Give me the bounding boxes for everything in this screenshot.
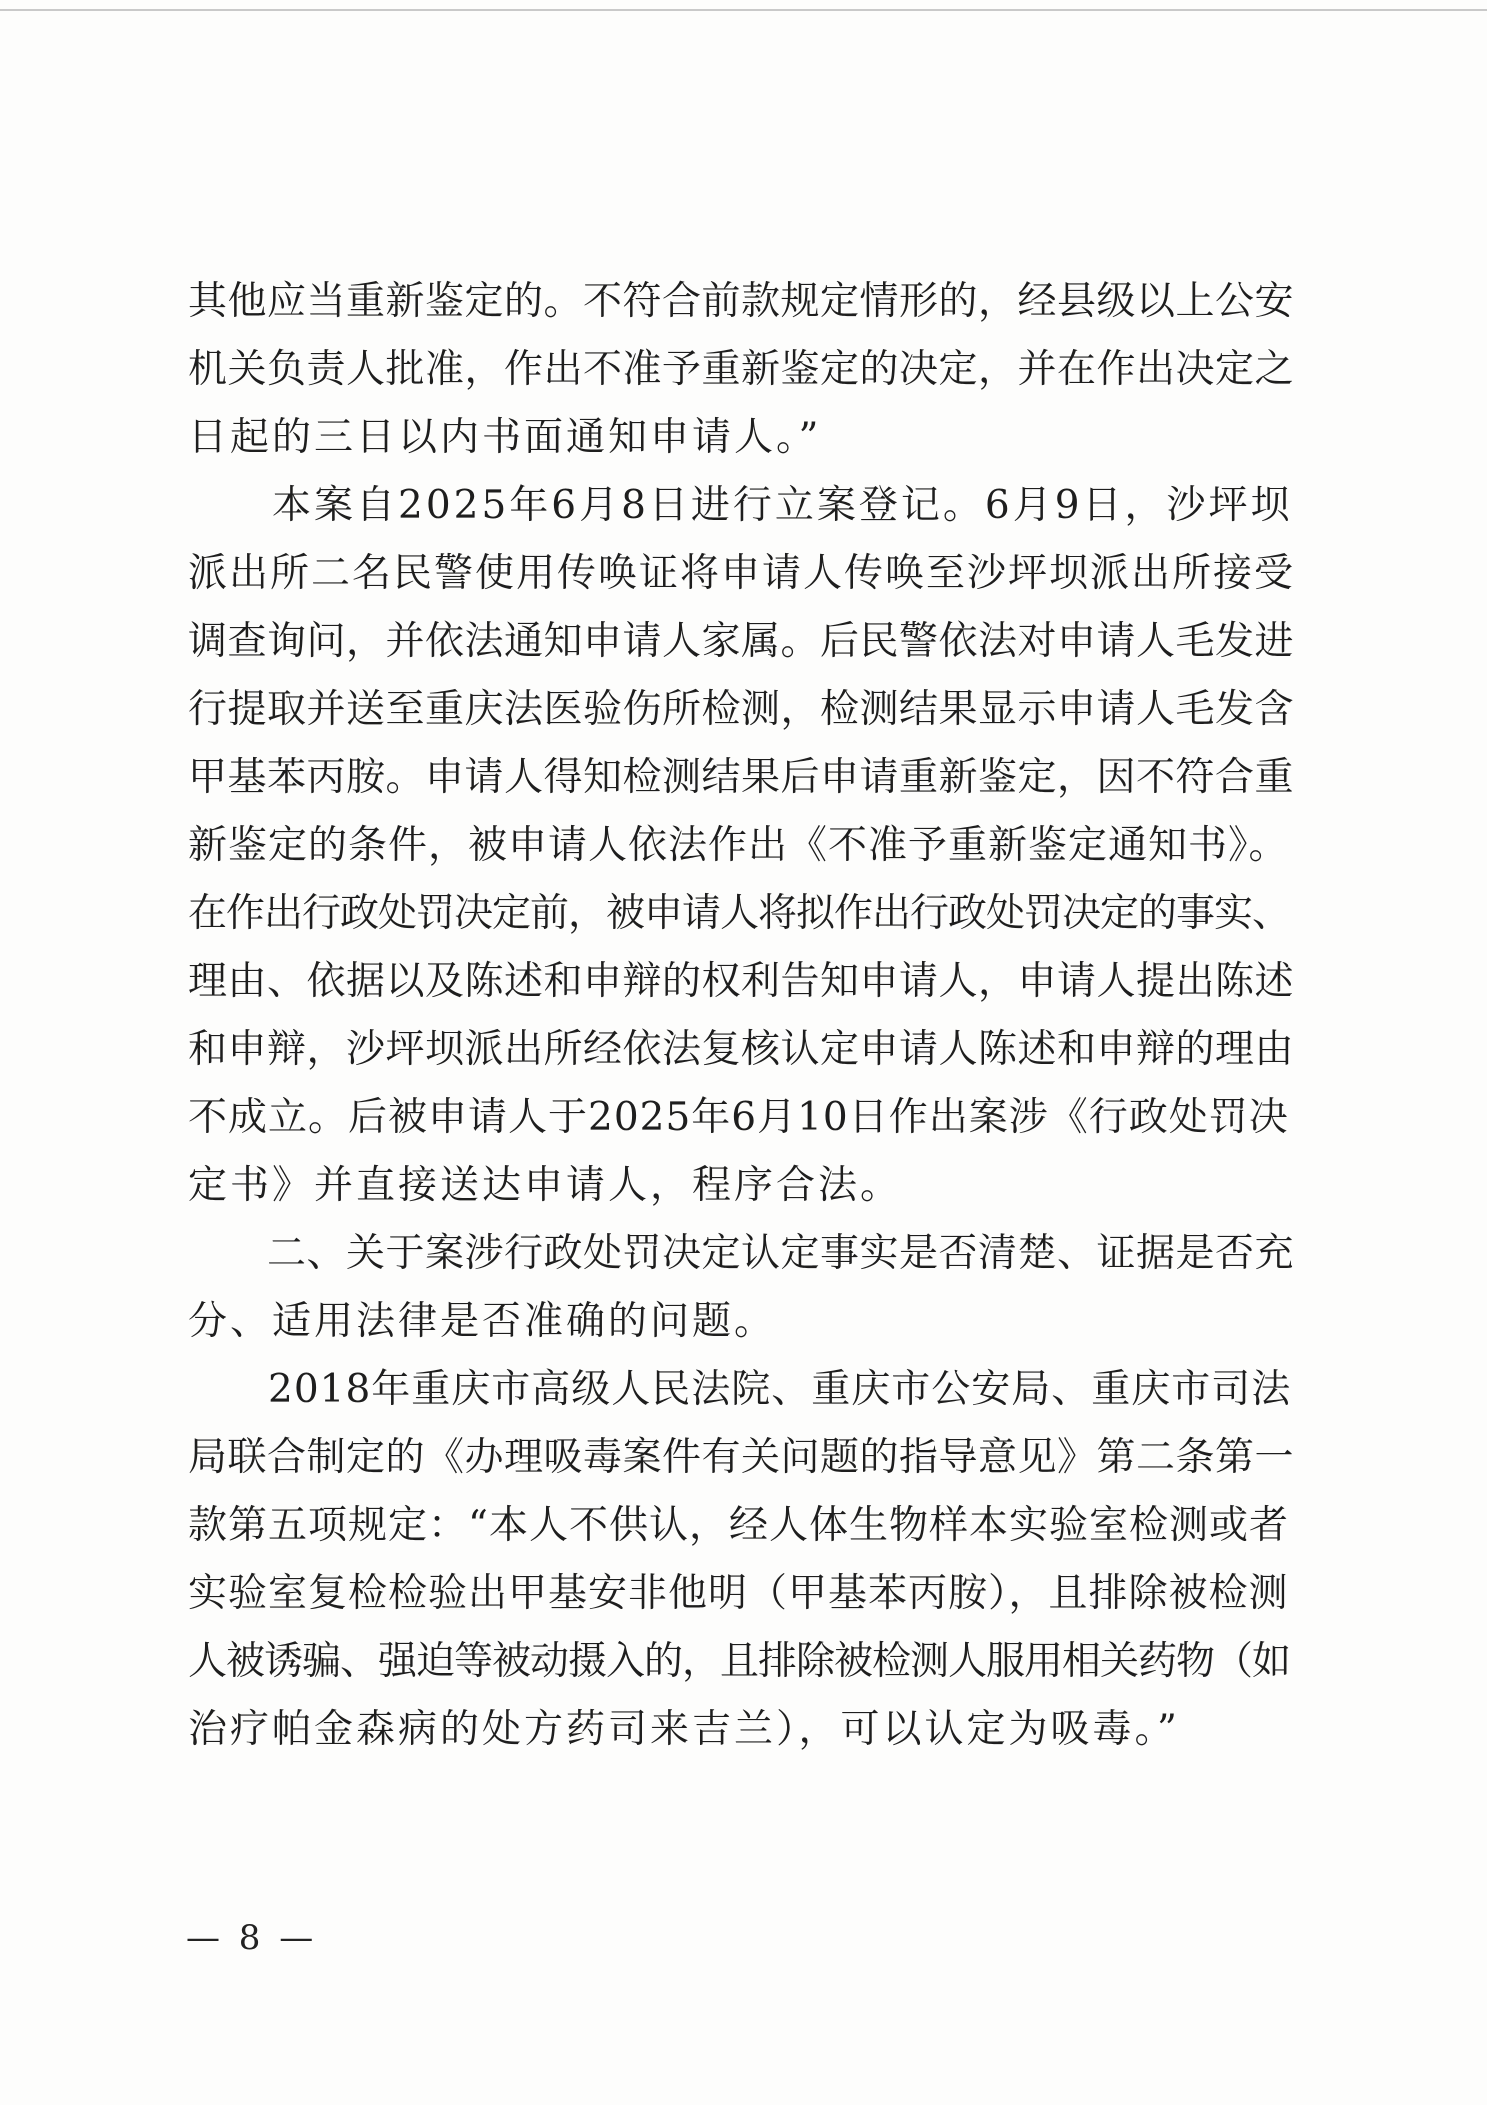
text-line: 甲基苯丙胺。申请人得知检测结果后申请重新鉴定，因不符合重	[188, 755, 1295, 800]
text-line: 二、关于案涉行政处罚决定认定事实是否清楚、证据是否充	[188, 1231, 1295, 1276]
text-line: 局联合制定的《办理吸毒案件有关问题的指导意见》第二条第一	[188, 1435, 1295, 1480]
text-line: 款第五项规定：“本人不供认，经人体生物样本实验室检测或者	[188, 1503, 1289, 1548]
text-line: 2018年重庆市高级人民法院、重庆市公安局、重庆市司法	[188, 1367, 1292, 1412]
text-line: 调查询问，并依法通知申请人家属。后民警依法对申请人毛发进	[188, 619, 1295, 664]
scan-edge-line	[0, 9, 1487, 11]
text-line: 日起的三日以内书面通知申请人。”	[188, 415, 822, 460]
text-line: 本案自2025年6月8日进行立案登记。6月9日，沙坪坝	[188, 483, 1293, 528]
text-line: 治疗帕金森病的处方药司来吉兰），可以认定为吸毒。”	[188, 1707, 1180, 1752]
text-line: 和申辩，沙坪坝派出所经依法复核认定申请人陈述和申辩的理由	[188, 1027, 1295, 1072]
text-line: 理由、依据以及陈述和申辩的权利告知申请人，申请人提出陈述	[188, 959, 1295, 1004]
document-body	[188, 268, 1298, 1764]
text-line: 派出所二名民警使用传唤证将申请人传唤至沙坪坝派出所接受	[188, 551, 1296, 596]
text-line: 机关负责人批准，作出不准予重新鉴定的决定，并在作出决定之	[188, 347, 1295, 392]
text-line: 新鉴定的条件，被申请人依法作出《不准予重新鉴定通知书》。	[188, 823, 1289, 868]
text-line: 其他应当重新鉴定的。不符合前款规定情形的，经县级以上公安	[188, 279, 1295, 324]
text-line: 分、适用法律是否准确的问题。	[188, 1299, 777, 1344]
text-line: 不成立。后被申请人于2025年6月10日作出案涉《行政处罚决	[188, 1095, 1289, 1140]
text-line: 实验室复检检验出甲基安非他明（甲基苯丙胺），且排除被检测	[188, 1571, 1289, 1616]
page-number: — 8 —	[186, 1918, 318, 1958]
text-line: 行提取并送至重庆法医验伤所检测，检测结果显示申请人毛发含	[188, 687, 1295, 732]
text-line: 人被诱骗、强迫等被动摄入的，且排除被检测人服用相关药物（如	[188, 1639, 1291, 1684]
text-line: 在作出行政处罚决定前，被申请人将拟作出行政处罚决定的事实、	[188, 891, 1291, 936]
text-line: 定书》并直接送达申请人，程序合法。	[188, 1163, 903, 1208]
